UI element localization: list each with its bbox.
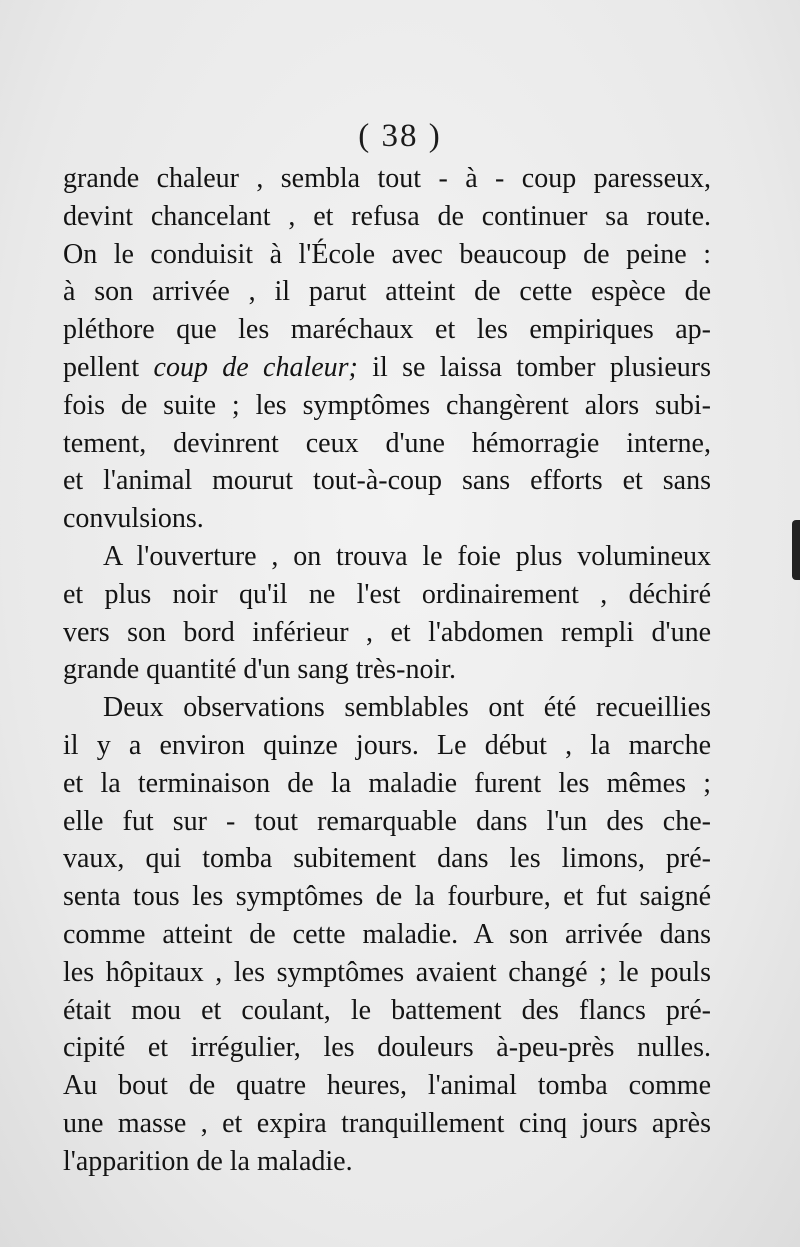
text-line: grande quantité d'un sang très-noir. (63, 654, 457, 686)
text-line: était mou et coulant, le battement des flancs pré- (63, 994, 711, 1026)
text-line: devint chancelant , et refusa de continuer sa route. (63, 200, 711, 232)
text-line: cipité et irrégulier, les douleurs à-peu-près nulles. (63, 1032, 711, 1064)
text-line (63, 349, 711, 387)
text-line: à son arrivée , il parut atteint de cette espèce de (63, 276, 711, 308)
text-segment: il se laissa tomber plusieurs (357, 351, 711, 383)
text-line: senta tous les symptômes de la fourbure, et fut saigné (63, 881, 711, 913)
text-line: Au bout de quatre heures, l'animal tomba comme (63, 1070, 711, 1102)
page-edge-shadow (792, 520, 800, 580)
text-line: tement, devinrent ceux d'une hémorragie interne, (63, 427, 711, 459)
paragraph-first-line: A l'ouverture , on trouva le foie plus volumineux (103, 540, 711, 572)
paragraph-first-line: Deux observations semblables ont été recueillies (103, 692, 711, 724)
text-line: grande chaleur , sembla tout - à - coup paresseux, (63, 163, 711, 194)
italic-term: coup de chaleur; (153, 351, 358, 383)
text-line: l'apparition de la maladie. (63, 1145, 353, 1177)
text-line: pléthore que les maréchaux et les empiriques ap- (63, 314, 711, 346)
text-line: convulsions. (63, 503, 204, 535)
text-segment: pellent (63, 351, 154, 383)
text-line: il y a environ quinze jours. Le début , la marche (63, 729, 711, 761)
text-line: une masse , et expira tranquillement cinq jours après (63, 1107, 711, 1139)
text-line: et la terminaison de la maladie furent les mêmes ; (63, 767, 711, 799)
text-line: et plus noir qu'il ne l'est ordinairement , déchiré (63, 578, 711, 610)
text-line: et l'animal mourut tout-à-coup sans efforts et sans (63, 465, 711, 497)
page-number: ( 38 ) (358, 118, 442, 154)
text-line: vers son bord inférieur , et l'abdomen rempli d'une (63, 616, 711, 648)
text-line: fois de suite ; les symptômes changèrent alors subi- (63, 389, 711, 421)
text-line: elle fut sur - tout remarquable dans l'un des che- (63, 805, 711, 837)
text-line: On le conduisit à l'École avec beaucoup de peine : (63, 238, 711, 270)
text-line: les hôpitaux , les symptômes avaient changé ; le pouls (63, 956, 711, 988)
body-text (63, 160, 711, 1181)
text-line: vaux, qui tomba subitement dans les limons, pré- (63, 843, 711, 875)
text-line: comme atteint de cette maladie. A son arrivée dans (63, 918, 711, 950)
